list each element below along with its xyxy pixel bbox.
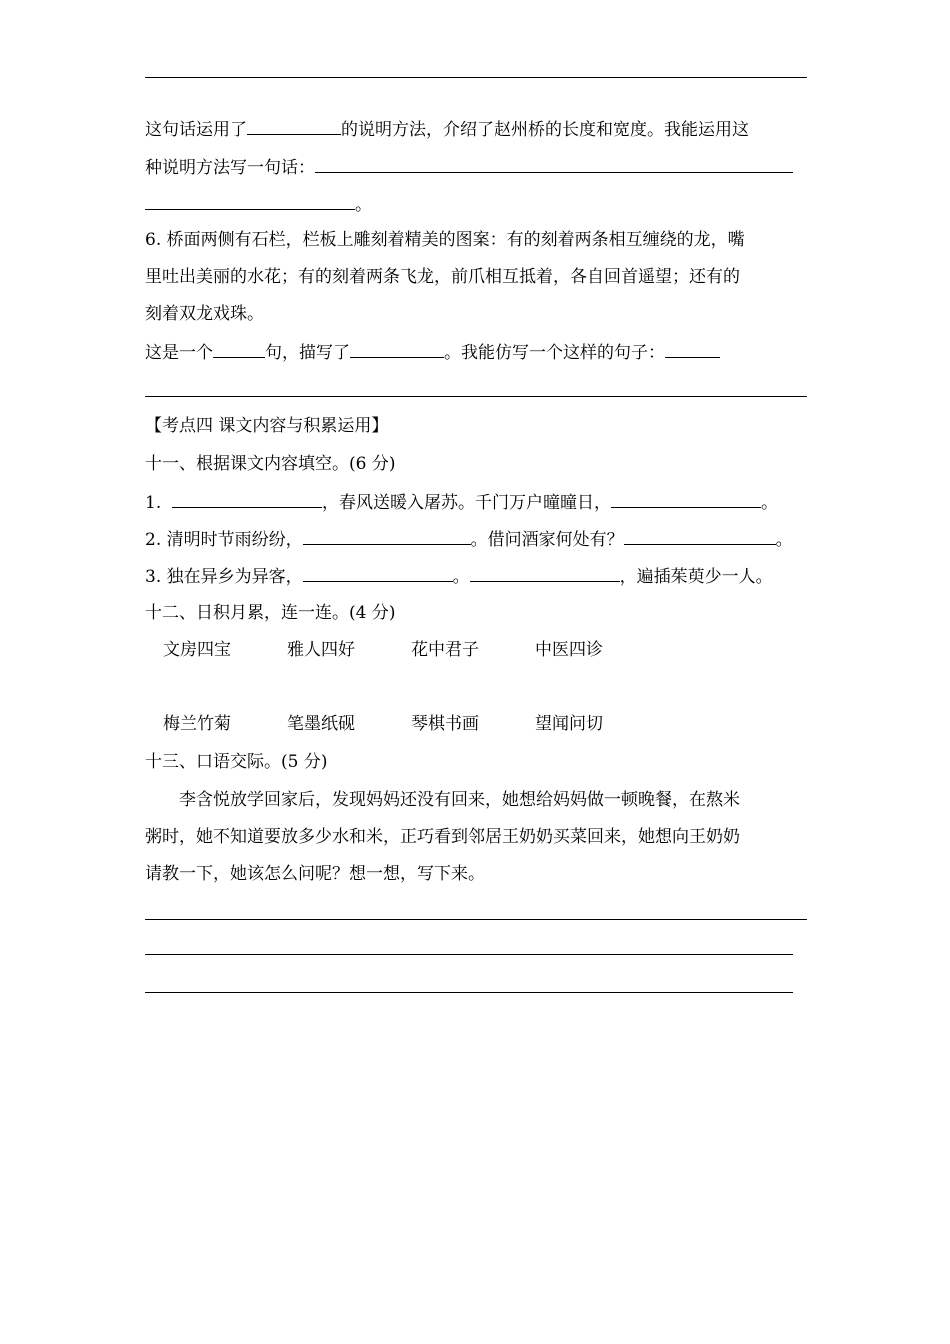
q13-paragraph-line-1: 李含悦放学回家后，发现妈妈还没有回来，她想给妈妈做一顿晚餐，在熬米 bbox=[179, 790, 740, 810]
q13-answer-line-1[interactable] bbox=[145, 919, 807, 920]
q12-bottom-item[interactable]: 望闻问切 bbox=[535, 714, 603, 734]
q11-item-3-c: ，遍插茱萸少一人。 bbox=[619, 567, 773, 587]
q11-item-3 bbox=[145, 564, 773, 588]
worksheet-page bbox=[145, 0, 807, 1344]
q6-text-a: 这是一个 bbox=[145, 343, 213, 363]
q6-text-b: 句，描写了 bbox=[265, 343, 350, 363]
q5-line-1 bbox=[145, 117, 749, 141]
q13-answer-line-2[interactable] bbox=[145, 954, 793, 955]
q11-item-2 bbox=[145, 527, 793, 551]
q5-text-c: 种说明方法写一句话： bbox=[145, 158, 315, 178]
q12-top-item[interactable]: 花中君子 bbox=[411, 640, 479, 660]
q13-answer-line-3[interactable] bbox=[145, 992, 793, 993]
q12-title: 十二、日积月累，连一连。(4 分) bbox=[145, 603, 396, 623]
q12-bottom-item[interactable]: 琴棋书画 bbox=[411, 714, 479, 734]
q12-top-row bbox=[163, 638, 659, 662]
answer-line bbox=[145, 77, 807, 78]
q11-blank-2a[interactable] bbox=[303, 527, 471, 545]
q12-top-item[interactable]: 中医四诊 bbox=[535, 640, 603, 660]
q11-item-1 bbox=[145, 490, 778, 514]
q6-line-1: 6. 桥面两侧有石栏，栏板上雕刻着精美的图案：有的刻着两条相互缠绕的龙，嘴 bbox=[145, 230, 745, 250]
q11-item-3-b: 。 bbox=[452, 567, 470, 587]
q6-text-c: 。我能仿写一个这样的句子： bbox=[444, 343, 665, 363]
q11-item-1-end: 。 bbox=[761, 493, 779, 513]
q6-type-blank[interactable] bbox=[213, 340, 265, 358]
q5-sentence-blank[interactable] bbox=[315, 155, 793, 173]
q12-bottom-item[interactable]: 梅兰竹菊 bbox=[163, 714, 231, 734]
q5-line-3 bbox=[145, 192, 372, 216]
q5-end-mark: 。 bbox=[355, 195, 372, 215]
q6-line-4 bbox=[145, 340, 720, 364]
q11-item-2-b: 。借问酒家何处有？ bbox=[470, 530, 624, 550]
q11-title: 十一、根据课文内容填空。(6 分) bbox=[145, 454, 396, 474]
q13-title: 十三、口语交际。(5 分) bbox=[145, 752, 328, 772]
q5-line-2 bbox=[145, 155, 793, 179]
q13-paragraph-line-3: 请教一下，她该怎么问呢？想一想，写下来。 bbox=[145, 864, 485, 884]
q11-blank-1a[interactable] bbox=[172, 490, 322, 508]
q6-content-blank[interactable] bbox=[350, 340, 444, 358]
q12-bottom-item[interactable]: 笔墨纸砚 bbox=[287, 714, 355, 734]
q5-text-b: 的说明方法，介绍了赵州桥的长度和宽度。我能运用这 bbox=[341, 120, 749, 140]
q11-blank-2b[interactable] bbox=[624, 527, 776, 545]
q11-blank-3b[interactable] bbox=[470, 564, 620, 582]
q11-blank-1b[interactable] bbox=[611, 490, 761, 508]
section-heading: 【考点四 课文内容与积累运用】 bbox=[145, 416, 389, 436]
q11-item-2-a: 2. 清明时节雨纷纷， bbox=[145, 530, 303, 550]
q12-top-item[interactable]: 文房四宝 bbox=[163, 640, 231, 660]
q5-sentence-blank-cont[interactable] bbox=[145, 192, 355, 210]
q5-method-blank[interactable] bbox=[247, 117, 341, 135]
q12-top-item[interactable]: 雅人四好 bbox=[287, 640, 355, 660]
q5-text-a: 这句话运用了 bbox=[145, 120, 247, 140]
q13-paragraph-line-2: 粥时，她不知道要放多少水和米，正巧看到邻居王奶奶买菜回来，她想向王奶奶 bbox=[145, 827, 740, 847]
q6-line-2: 里吐出美丽的水花；有的刻着两条飞龙，前爪相互抵着，各自回首遥望；还有的 bbox=[145, 267, 740, 287]
q11-item-2-end: 。 bbox=[775, 530, 793, 550]
q12-bottom-row bbox=[163, 712, 659, 736]
q11-blank-3a[interactable] bbox=[303, 564, 453, 582]
q11-item-3-a: 3. 独在异乡为异客， bbox=[145, 567, 303, 587]
q6-answer-line[interactable] bbox=[145, 396, 807, 397]
q11-item-1-num: 1. bbox=[145, 493, 162, 513]
q11-item-1-mid: ，春风送暖入屠苏。千门万户曈曈日， bbox=[322, 493, 612, 513]
q6-imitate-blank[interactable] bbox=[665, 340, 720, 358]
q6-line-3: 刻着双龙戏珠。 bbox=[145, 304, 264, 324]
